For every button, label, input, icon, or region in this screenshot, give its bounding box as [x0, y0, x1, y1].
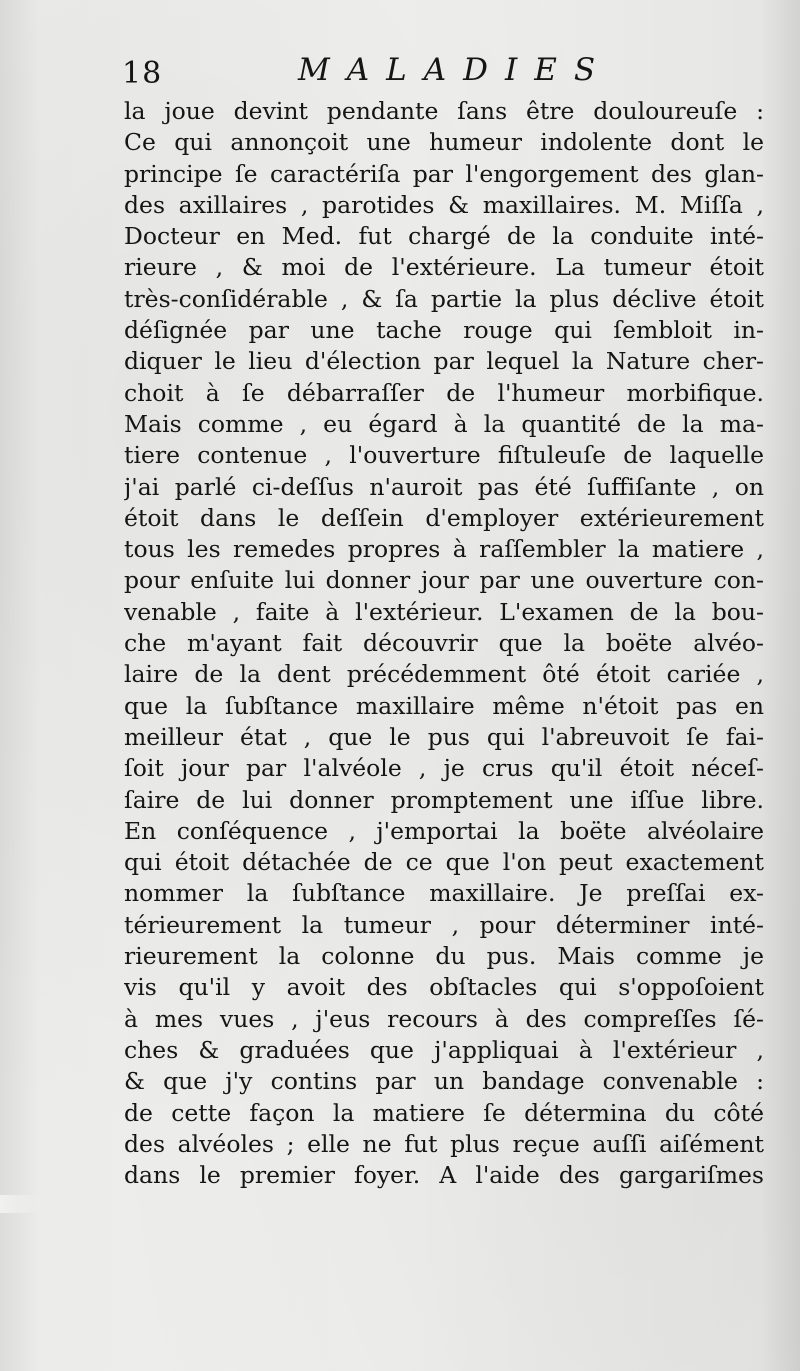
text-line: Mais comme , eu égard à la quantité de la ma-	[124, 409, 764, 438]
text-line: vis qu'il y avoit des obſtacles qui s'oppoſoient	[124, 973, 764, 1002]
text-line: j'ai parlé ci-deſſus n'auroit pas été ſuffiſante , on	[124, 472, 764, 501]
running-title: MALADIES	[298, 52, 613, 88]
text-line: ches & graduées que j'appliquai à l'extérieur ,	[124, 1035, 764, 1064]
text-line: Ce qui annonçoit une humeur indolente dont le	[124, 128, 764, 157]
page-number: 18	[122, 56, 163, 91]
text-line: déſignée par une tache rouge qui ſembloit in-	[124, 316, 764, 345]
text-line: la joue devint pendante ſans être douloureuſe :	[124, 97, 764, 125]
text-line: à mes vues , j'eus recours à des compreſſes ſé-	[124, 1004, 764, 1033]
page-header	[122, 50, 762, 100]
text-line: tiere contenue , l'ouverture fiſtuleuſe de laquelle	[124, 441, 764, 470]
text-line: principe ſe caractériſa par l'engorgement des glan-	[124, 159, 764, 188]
text-line: meilleur état , que le pus qui l'abreuvoit ſe fai-	[124, 722, 764, 751]
text-line: pour enſuite lui donner jour par une ouverture con-	[124, 566, 764, 595]
text-line: étoit dans le deſſein d'employer extérieurement	[124, 503, 764, 532]
text-line: venable , faite à l'extérieur. L'examen de la bou-	[124, 597, 764, 626]
text-line: des axillaires , parotides & maxillaires. M. Miſſa ,	[124, 190, 764, 219]
text-line: rieurement la colonne du pus. Mais comme je	[124, 942, 764, 971]
text-line: choit à ſe débarraſſer de l'humeur morbifique.	[124, 378, 764, 407]
text-line: très-conſidérable , & ſa partie la plus déclive étoit	[124, 284, 764, 313]
text-line: En conſéquence , j'emportai la boëte alvéolaire	[124, 816, 764, 845]
text-line: que la ſubſtance maxillaire même n'étoit pas en	[124, 691, 764, 720]
text-line: Docteur en Med. fut chargé de la conduite inté-	[124, 222, 764, 251]
text-line: dans le premier foyer. A l'aide des gargariſmes	[124, 1161, 764, 1190]
body-text	[124, 96, 764, 1191]
text-line: des alvéoles ; elle ne fut plus reçue auſſi aiſément	[124, 1129, 764, 1158]
text-line: laire de la dent précédemment ôté étoit cariée ,	[124, 660, 764, 689]
text-line: qui étoit détachée de ce que l'on peut exactement	[124, 848, 764, 877]
text-line: tous les remedes propres à raſſembler la matiere ,	[124, 535, 764, 564]
text-line: che m'ayant fait découvrir que la boëte alvéo-	[124, 629, 764, 658]
paper-stain	[0, 1195, 40, 1213]
text-line: diquer le lieu d'élection par lequel la Nature cher-	[124, 347, 764, 376]
text-line: rieure , & moi de l'extérieure. La tumeur étoit	[124, 253, 764, 282]
text-line: térieurement la tumeur , pour déterminer inté-	[124, 910, 764, 939]
text-line: ſaire de lui donner promptement une iſſue libre.	[124, 785, 764, 814]
text-line: nommer la ſubſtance maxillaire. Je preſſai ex-	[124, 879, 764, 908]
text-line: & que j'y contins par un bandage convenable :	[124, 1067, 764, 1096]
text-line: de cette façon la matiere ſe détermina du côté	[124, 1098, 764, 1127]
text-line: ſoit jour par l'alvéole , je crus qu'il étoit néceſ-	[124, 754, 764, 783]
